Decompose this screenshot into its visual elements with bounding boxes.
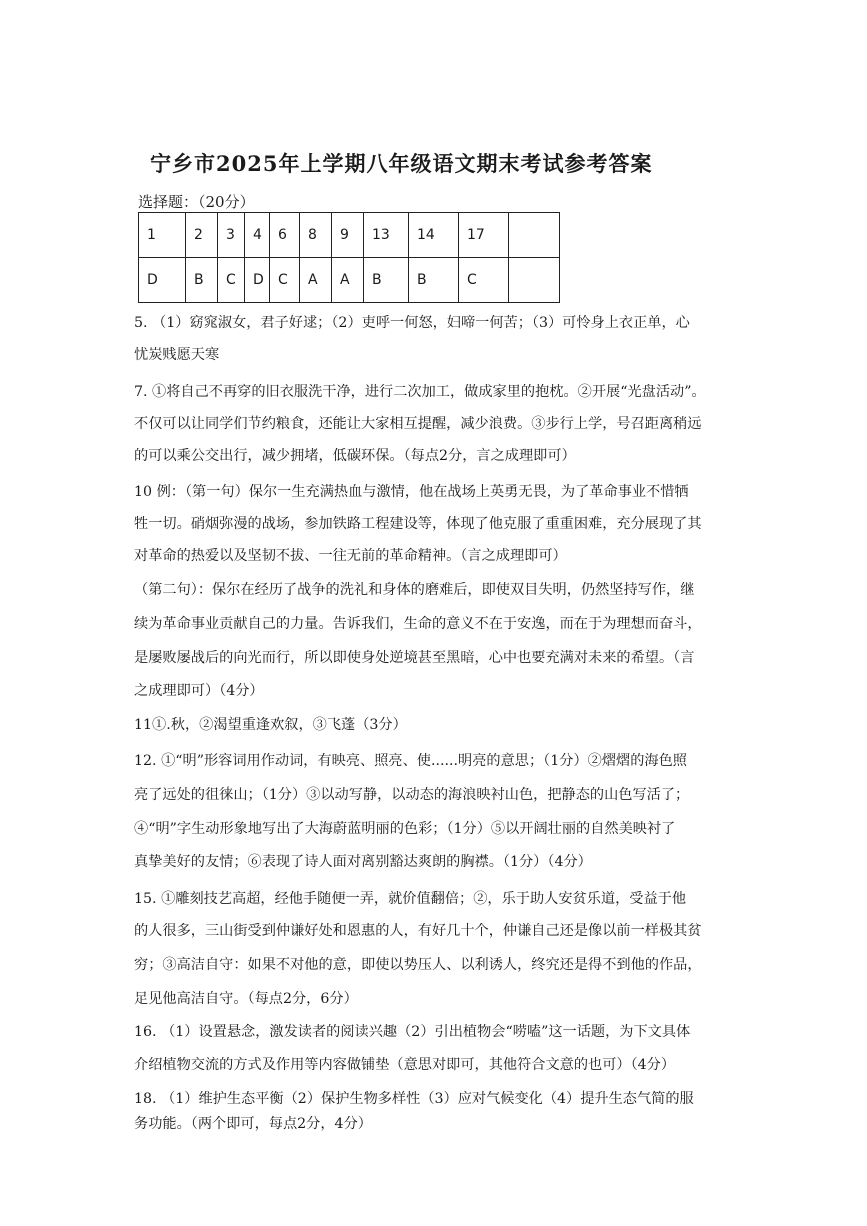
table-cell: C <box>270 258 300 303</box>
answer-text-line: 的人很多，三山街受到仲谦好处和恩惠的人，有好几十个，仲谦自己还是像以前一样极其贫 <box>134 923 702 939</box>
answer-text-line: 11①.秋，②渴望重逢欢叙，③飞蓬（3分） <box>134 717 407 733</box>
table-cell: D <box>245 258 270 303</box>
answer-text-line: 之成理即可）（4分） <box>134 683 264 699</box>
table-cell <box>509 213 560 258</box>
answer-text-line: 5. （1）窈窕淑女，君子好逑；（2）吏呼一何怒，妇啼一何苦；（3）可怜身上衣正单，心 <box>134 315 690 331</box>
table-cell: 1 <box>139 213 186 258</box>
table-cell: B <box>186 258 218 303</box>
table-cell: 17 <box>459 213 509 258</box>
choice-section-heading: 选择题：（20分） <box>138 193 255 211</box>
answer-text-line: 不仅可以让同学们节约粮食，还能让大家相互提醒，减少浪费。③步行上学，号召距离稍远 <box>134 416 702 432</box>
answer-text-line: 对革命的热爱以及坚韧不拔、一往无前的革命精神。（言之成理即可） <box>134 548 567 564</box>
table-cell: 14 <box>409 213 459 258</box>
choice-answer-table <box>138 212 560 303</box>
table-cell: 2 <box>186 213 218 258</box>
table-cell: C <box>459 258 509 303</box>
table-cell: 4 <box>245 213 270 258</box>
answer-text-line: 真挚美好的友情；⑥表现了诗人面对离别豁达爽朗的胸襟。（1分）（4分） <box>134 854 592 870</box>
answer-text-line: 18. （1）维护生态平衡（2）保护生物多样性（3）应对气候变化（4）提升生态气简的服 <box>134 1091 694 1107</box>
answer-text-line: 牲一切。硝烟弥漫的战场，参加铁路工程建设等，体现了他克服了重重困难，充分展现了其 <box>134 516 702 532</box>
table-cell: D <box>139 258 186 303</box>
answer-text-line: 16. （1）设置悬念，激发读者的阅读兴趣（2）引出植物会“唠嗑”这一话题，为下文具体 <box>134 1024 691 1040</box>
page-title: 宁乡市2025年上学期八年级语文期末考试参考答案 <box>150 151 653 176</box>
table-cell: B <box>364 258 409 303</box>
table-row-answers <box>139 258 560 303</box>
answer-text-line: 务功能。（两个即可，每点2分，4分） <box>134 1116 372 1132</box>
table-cell: C <box>218 258 245 303</box>
table-cell: 8 <box>300 213 332 258</box>
answer-text-line: ④“明”字生动形象地写出了大海蔚蓝明丽的色彩；（1分）⑤以开阔壮丽的自然美映衬了 <box>134 821 676 837</box>
answer-text-line: 7. ①将自己不再穿的旧衣服洗干净，进行二次加工，做成家里的抱枕。②开展“光盘活动”。 <box>134 384 706 400</box>
answer-text-line: 续为革命事业贡献自己的力量。告诉我们，生命的意义不在于安逸，而在于为理想而奋斗， <box>134 616 702 632</box>
answer-text-line: 是屡败屡战后的向光而行，所以即使身处逆境甚至黑暗，心中也要充满对未来的希望。（言 <box>134 650 695 666</box>
table-cell <box>509 258 560 303</box>
table-cell: 13 <box>364 213 409 258</box>
answer-text-line: 12. ①“明”形容词用作动词，有映亮、照亮、使......明亮的意思；（1分）②熠熠的海色照 <box>134 753 687 769</box>
answer-text-line: 10 例：（第一句）保尔一生充满热血与激情，他在战场上英勇无畏，为了革命事业不惜牺 <box>134 484 689 500</box>
answer-text-line: 15. ①雕刻技艺高超，经他手随便一弄，就价值翻倍；②，乐于助人安贫乐道，受益于他 <box>134 891 687 907</box>
table-cell: B <box>409 258 459 303</box>
table-row-question-numbers <box>139 213 560 258</box>
answer-text-line: 足见他高洁自守。（每点2分，6分） <box>134 991 358 1007</box>
table-cell: 3 <box>218 213 245 258</box>
table-cell: A <box>332 258 364 303</box>
answer-text-line: 的可以乘公交出行，减少拥堵，低碳环保。（每点2分，言之成理即可） <box>134 448 576 464</box>
answer-text-line: （第二句）：保尔在经历了战争的洗礼和身体的磨难后，即使双目失明，仍然坚持写作，继 <box>134 582 695 598</box>
answer-text-line: 介绍植物交流的方式及作用等内容做铺垫（意思对即可，其他符合文意的也可）（4分） <box>134 1057 676 1073</box>
table-cell: A <box>300 258 332 303</box>
answer-text-line: 忧炭贱愿天寒 <box>134 347 220 363</box>
table-cell: 9 <box>332 213 364 258</box>
answer-text-line: 亮了远处的徂徕山；（1分）③以动写静，以动态的海浪映衬山色，把静态的山色写活了； <box>134 787 690 803</box>
answer-text-line: 穷；③高洁自守：如果不对他的意，即使以势压人、以利诱人，终究还是得不到他的作品， <box>134 957 702 973</box>
table-cell: 6 <box>270 213 300 258</box>
